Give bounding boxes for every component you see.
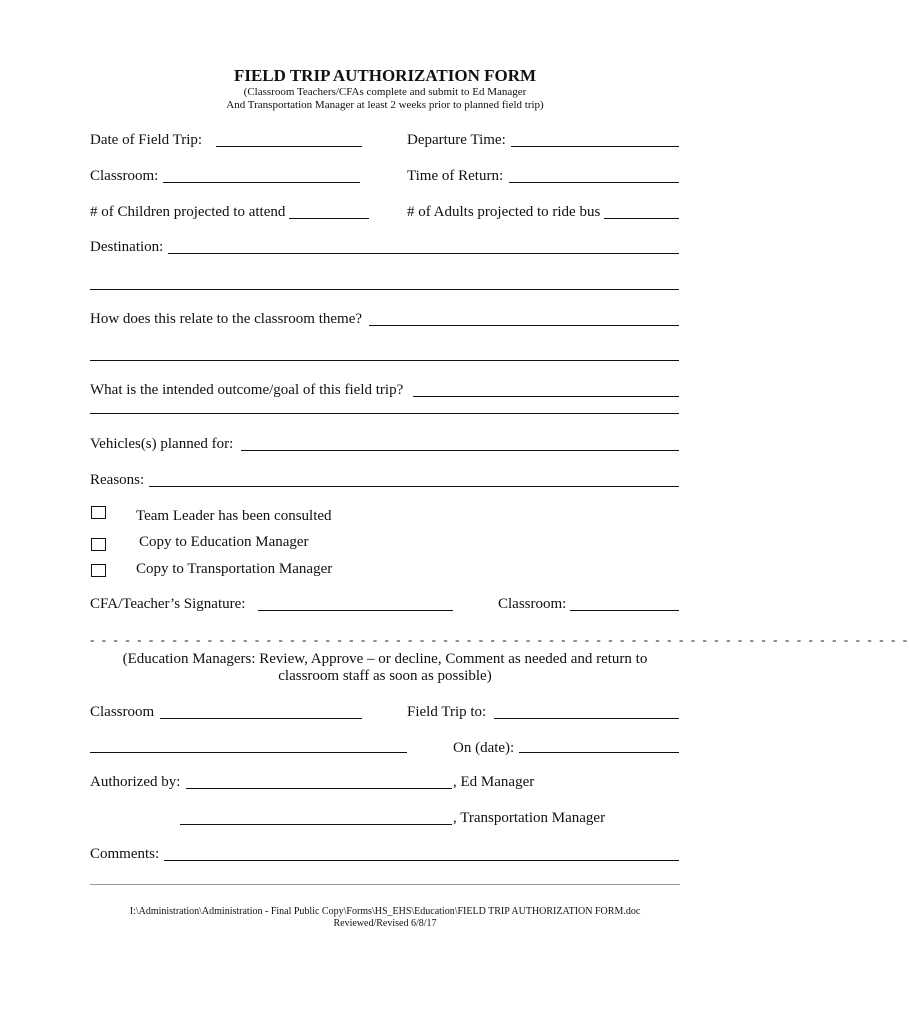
section-divider: - - - - - - - - - - - - - - - - - - - - - - - - - - - - - - - - - - - - - - - - - - - - - - - - - - - - - - - - - - - - - - - - - - - - - - [90,632,909,647]
reasons-field[interactable] [149,486,679,487]
goal-answer-field-line2[interactable] [90,413,679,414]
signature-classroom-field[interactable] [570,610,679,611]
transportation-manager-signature-field[interactable] [180,824,452,825]
field-trip-to-field[interactable] [494,718,679,719]
date-of-trip-label: Date of Field Trip: [90,132,203,148]
team-leader-checkbox[interactable] [91,506,106,519]
classroom-label: Classroom: [90,168,159,184]
manager-classroom-label: Classroom [90,704,155,720]
teacher-signature-field[interactable] [258,610,453,611]
departure-time-label: Departure Time: [407,132,506,148]
team-leader-checkbox-label: Team Leader has been consulted [136,508,332,524]
form-subtitle-line2: And Transportation Manager at least 2 weeks prior to planned field trip) [226,99,544,111]
transportation-manager-checkbox[interactable] [91,564,106,577]
reasons-label: Reasons: [90,472,145,488]
on-date-field[interactable] [519,752,679,753]
theme-answer-field-line2[interactable] [90,360,679,361]
date-of-trip-field[interactable] [216,146,362,147]
field-trip-to-label: Field Trip to: [407,704,487,720]
vehicles-field[interactable] [241,450,679,451]
time-of-return-field[interactable] [509,182,679,183]
on-date-label: On (date): [453,740,515,756]
education-manager-checkbox[interactable] [91,538,106,551]
time-of-return-label: Time of Return: [407,168,504,184]
children-count-label: # of Children projected to attend [90,204,286,220]
transportation-manager-checkbox-label: Copy to Transportation Manager [136,561,333,577]
theme-answer-field[interactable] [369,325,679,326]
field-trip-destination-field[interactable] [90,752,407,753]
manager-instructions-line2: classroom staff as soon as possible) [278,668,492,684]
authorized-by-label: Authorized by: [90,774,181,790]
goal-answer-field[interactable] [413,396,679,397]
education-manager-checkbox-label: Copy to Education Manager [139,534,309,550]
destination-field[interactable] [168,253,679,254]
departure-time-field[interactable] [511,146,679,147]
theme-question-label: How does this relate to the classroom theme? [90,311,363,327]
comments-label: Comments: [90,846,160,862]
ed-manager-suffix: , Ed Manager [453,774,535,790]
children-count-field[interactable] [289,218,369,219]
destination-label: Destination: [90,239,164,255]
classroom-field[interactable] [163,182,360,183]
footer-revised-date: Reviewed/Revised 6/8/17 [333,918,437,929]
adults-count-label: # of Adults projected to ride bus [407,204,601,220]
transportation-manager-suffix: , Transportation Manager [453,810,606,826]
signature-classroom-label: Classroom: [498,596,567,612]
form-title: FIELD TRIP AUTHORIZATION FORM [233,66,537,85]
teacher-signature-label: CFA/Teacher’s Signature: [90,596,246,612]
adults-count-field[interactable] [604,218,679,219]
ed-manager-signature-field[interactable] [186,788,452,789]
footer-divider [90,884,680,885]
form-subtitle-line1: (Classroom Teachers/CFAs complete and submit to Ed Manager [243,86,527,98]
goal-question-label: What is the intended outcome/goal of this field trip? [90,382,404,398]
footer-file-path: I:\Administration\Administration - Final Public Copy\Forms\HS_EHS\Education\FIELD TRIP AUTHORIZATION FORM.doc [129,906,641,917]
manager-instructions-line1: (Education Managers: Review, Approve – or decline, Comment as needed and return to [122,651,648,667]
comments-field[interactable] [164,860,679,861]
manager-classroom-field[interactable] [160,718,362,719]
vehicles-label: Vehicles(s) planned for: [90,436,234,452]
destination-field-line2[interactable] [90,289,679,290]
